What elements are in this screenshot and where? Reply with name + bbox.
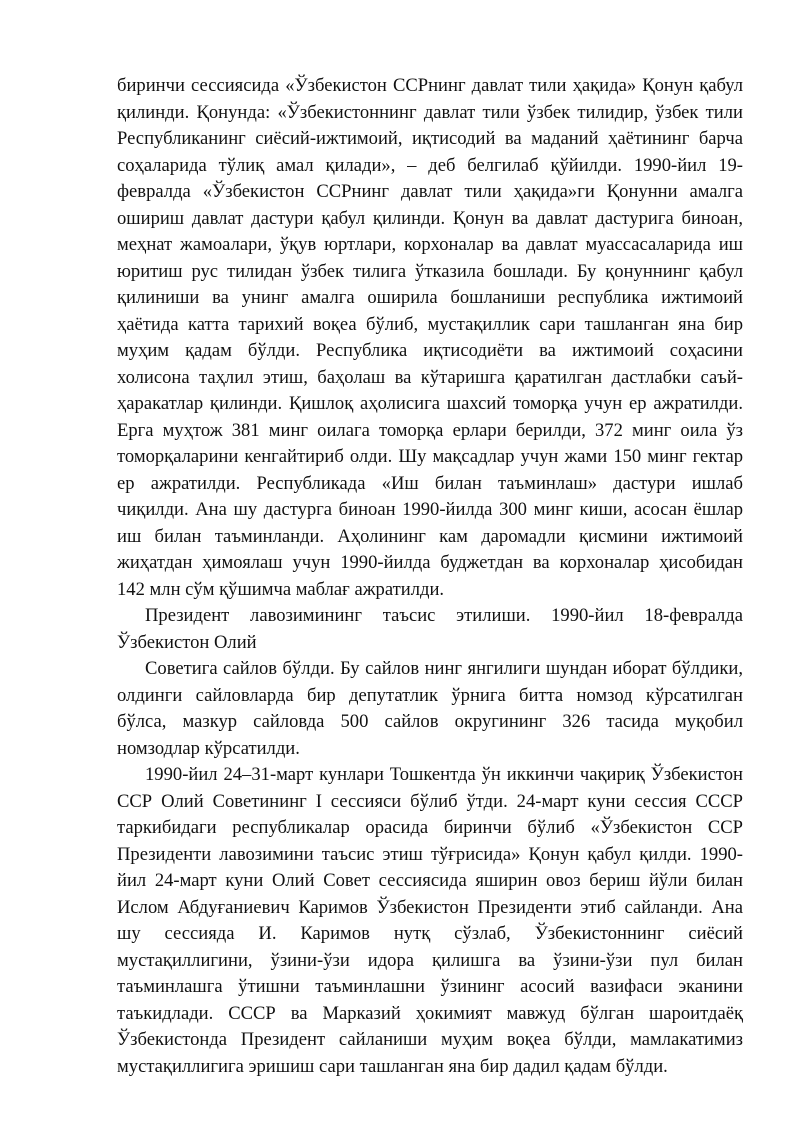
text-line: таркибидаги республикалар орасида биринчи бўлиб «Ўзбекистон ССР xyxy=(117,817,743,838)
text-line: февралда «Ўзбекистон ССРнинг давлат тили ҳақида»ги Қонунни амалга xyxy=(117,181,743,202)
text-line: Ўзбекистонда Президент сайланиши муҳим воқеа бўлди, мамлакатимиз xyxy=(117,1029,743,1050)
text-line: мустақиллигига эришиш сари ташланган яна бир дадил қадам бўлди. xyxy=(117,1055,668,1077)
text-line: Президенти лавозимини таъсис этиш тўғрисида» Қонун қабул қилди. 1990- xyxy=(117,843,743,865)
text-line: Республиканинг сиёсий-ижтимоий, иқтисодий ва маданий ҳаётининг барча xyxy=(117,128,743,149)
text-line: 1990-йил 24–31-март кунлари Тошкентда ўн иккинчи чақириқ Ўзбекистон xyxy=(145,764,743,785)
text-line: биринчи сессиясида «Ўзбекистон ССРнинг давлат тили ҳақида» Қонун қабул xyxy=(117,75,743,96)
paragraph-4 xyxy=(117,762,743,1080)
paragraph-1 xyxy=(117,73,743,603)
text-line: ҳаётида катта тарихий воқеа бўлиб, мустақиллик сари ташланган яна бир xyxy=(117,313,743,335)
text-line: меҳнат жамоалари, ўқув юртлари, корхоналар ва давлат муассасаларида иш xyxy=(117,234,743,255)
text-line: бўлса, мазкур сайловда 500 сайлов округининг 326 тасида муқобил xyxy=(117,711,743,732)
text-line: юритиш рус тилидан ўзбек тилига ўтказила бошлади. Бу қонуннинг қабул xyxy=(117,260,743,282)
paragraph-2 xyxy=(117,603,743,656)
text-line: жиҳатдан ҳимоялаш учун 1990-йилда буджетдан ва корхоналар ҳисобидан xyxy=(117,552,743,573)
text-line: Ўзбекистон Олий xyxy=(117,631,257,653)
text-line: таъкидлади. СССР ва Марказий ҳокимият мавжуд бўлган шароитдаёқ xyxy=(117,1002,743,1024)
text-line: қилиниши ва унинг амалга оширила бошланиши республика ижтимоий xyxy=(117,287,743,308)
text-line: соҳаларида тўлиқ амал қилади», – деб белгилаб қўйилди. 1990-йил 19- xyxy=(117,154,743,176)
text-line: шу сессияда И. Каримов нутқ сўзлаб, Ўзбекистоннинг сиёсий xyxy=(117,923,743,944)
document-page xyxy=(117,73,743,1080)
text-line: Ерга муҳтож 381 минг оилага томорқа ерлари берилди, 372 минг оила ўз xyxy=(117,419,743,441)
text-line: Ислом Абдуғаниевич Каримов Ўзбекистон Президенти этиб сайланди. Ана xyxy=(117,896,743,918)
text-line: таъминлашга ўтишни таъминлашни ўзининг асосий вазифаси эканини xyxy=(117,976,743,997)
text-line: мустақиллигини, ўзини-ўзи идора қилишга ва ўзини-ўзи пул билан xyxy=(117,949,743,971)
text-line: ер ажратилди. Республикада «Иш билан таъминлаш» дастури ишлаб xyxy=(117,472,743,494)
text-line: муҳим қадам бўлди. Республика иқтисодиёти ва ижтимоий соҳасини xyxy=(117,340,743,361)
text-line: Президент лавозимининг таъсис этилиши. 1990-йил 18-февралда xyxy=(145,605,743,626)
text-line: қилинди. Қонунда: «Ўзбекистоннинг давлат тили ўзбек тилидир, ўзбек тили xyxy=(117,101,743,123)
text-line: йил 24-март куни Олий Совет сессиясида яширин овоз бериш йўли билан xyxy=(117,870,743,891)
text-line: Советига сайлов бўлди. Бу сайлов нинг янгилиги шундан иборат бўлдики, xyxy=(145,658,743,679)
paragraph-3 xyxy=(117,656,743,762)
text-line: ССР Олий Советининг I сессияси бўлиб ўтди. 24-март куни сессия СССР xyxy=(117,790,743,812)
text-line: томорқаларини кенгайтириб олди. Шу мақсадлар учун жами 150 минг гектар xyxy=(117,446,743,467)
text-line: ҳаракатлар қилинди. Қишлоқ аҳолисига шахсий томорқа учун ер ажратилди. xyxy=(117,393,743,414)
text-line: олдинги сайловларда бир депутатлик ўрнига битта номзод кўрсатилган xyxy=(117,684,743,706)
text-line: чиқилди. Ана шу дастурга биноан 1990-йилда 300 минг киши, асосан ёшлар xyxy=(117,499,743,520)
text-line: холисона таҳлил этиш, баҳолаш ва кўтаришга қаратилган дастлабки саъй- xyxy=(117,366,743,388)
text-line: номзодлар кўрсатилди. xyxy=(117,737,300,759)
text-line: 142 млн сўм қўшимча маблағ ажратилди. xyxy=(117,578,445,600)
text-line: иш билан таъминланди. Аҳолининг кам даромадли қисмини ижтимоий xyxy=(117,525,743,547)
text-line: ошириш давлат дастури қабул қилинди. Қонун ва давлат дастурига биноан, xyxy=(117,207,743,229)
